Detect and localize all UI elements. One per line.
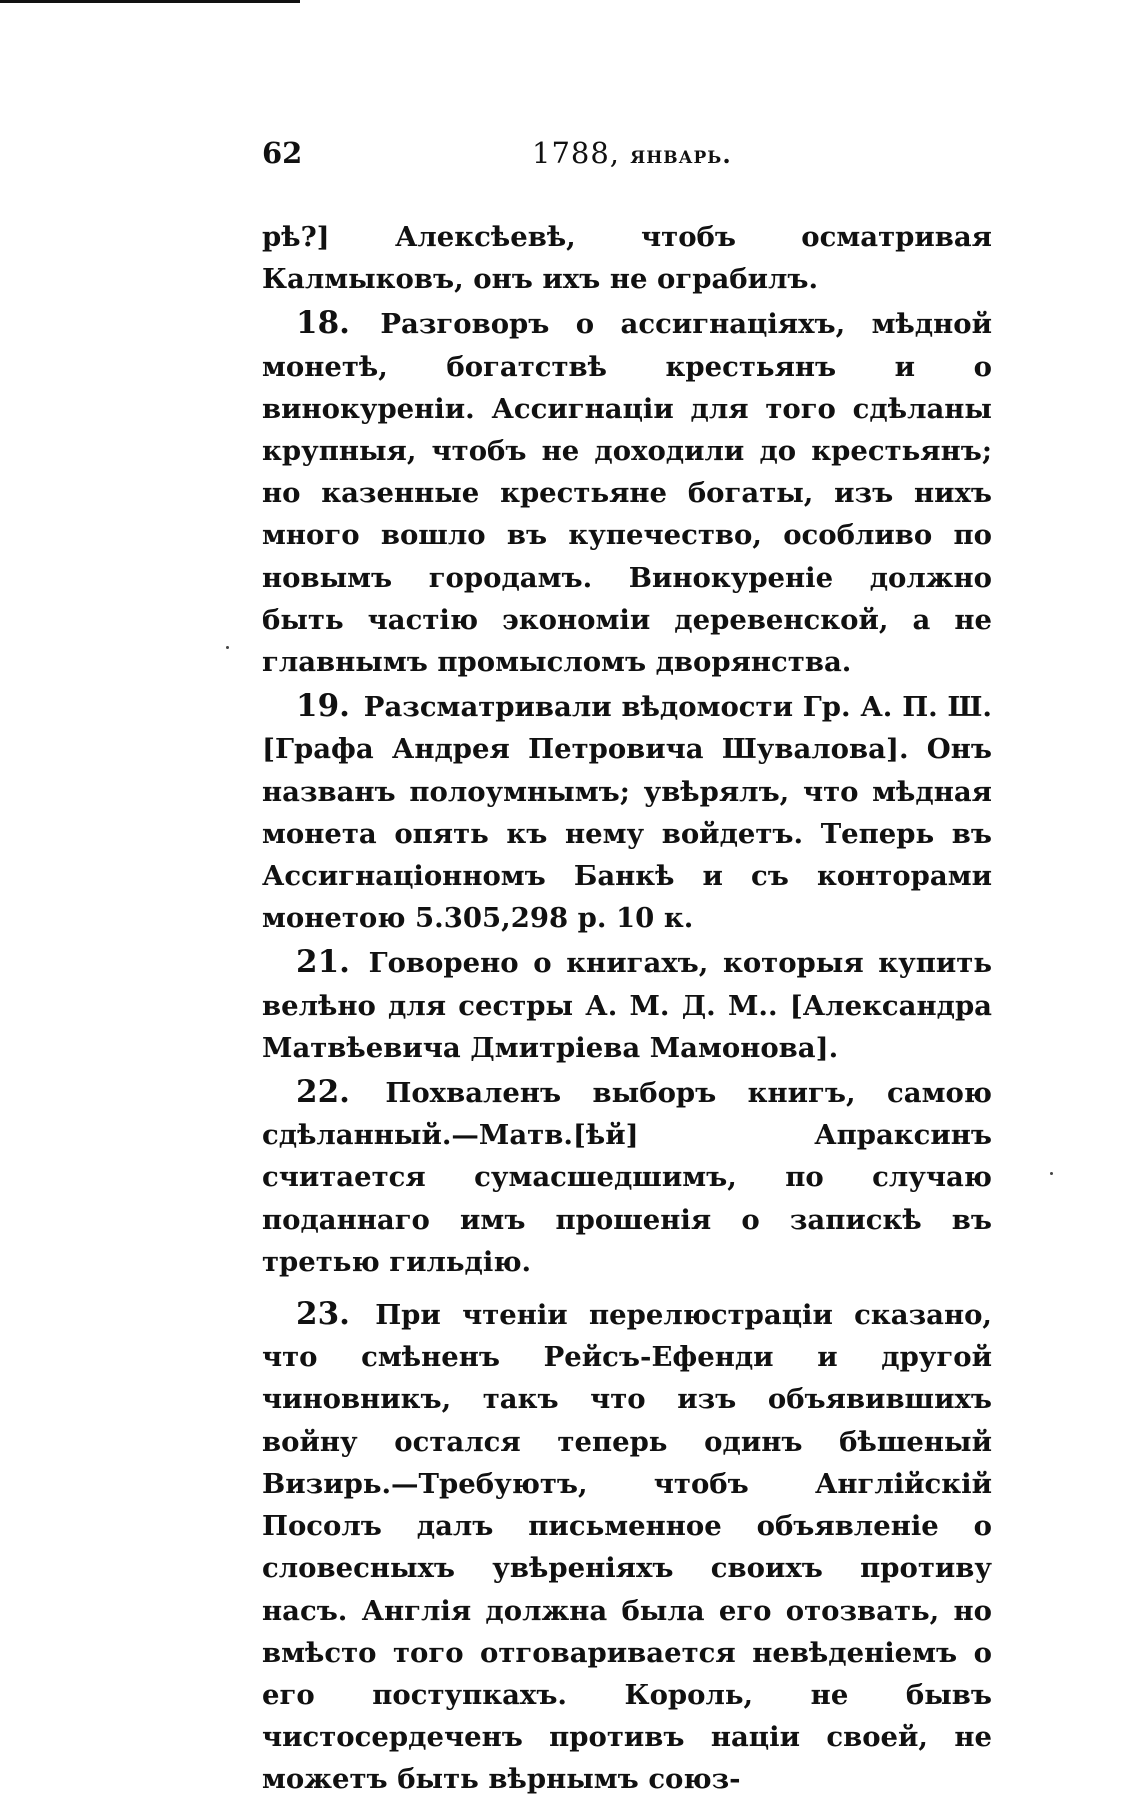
- page-number: 62: [262, 136, 303, 170]
- paragraph-continuation: [262, 216, 992, 300]
- scan-speck: [226, 646, 229, 649]
- entry-number: 21.: [296, 944, 350, 981]
- entry-number: 22.: [296, 1074, 350, 1111]
- page-body: [262, 216, 992, 1801]
- entry-18: [262, 302, 992, 683]
- paragraph-text: Разговоръ о ассигнаціяхъ, мѣдной монетѣ, богатствѣ крестьянъ и о винокуреніи. Ассигнаціи для того сдѣланы крупныя, чтобъ не доходили до крестьянъ; но казенные крестьяне богаты, изъ нихъ много вошло въ купечество, особливо по новымъ городамъ. Винокуреніе должно быть частію экономіи деревенской, а не главнымъ промысломъ дворянства.: [262, 308, 992, 679]
- paragraph-text: Разсматривали вѣдомости Гр. А. П. Ш. [Графа Андрея Петровича Шувалова]. Онъ названъ полоумнымъ; увѣрялъ, что мѣдная монета опять къ нему войдетъ. Теперь въ Ассигнаціонномъ Банкѣ и съ конторами монетою 5.305,298 р. 10 к.: [262, 691, 992, 935]
- running-head: [532, 136, 732, 170]
- entry-23: [262, 1293, 992, 1800]
- entry-19: [262, 685, 992, 939]
- entry-number: 23.: [296, 1296, 350, 1333]
- entry-number: 19.: [296, 688, 350, 725]
- entry-21: [262, 941, 992, 1069]
- running-head-month: январь.: [630, 140, 732, 169]
- entry-number: 18.: [296, 305, 350, 342]
- scan-speck: [1050, 1172, 1053, 1175]
- entry-22: [262, 1071, 992, 1283]
- page-header: [262, 136, 992, 190]
- paragraph-text: Похваленъ выборъ книгъ, самою сдѣланный.—Матв.[ѣй] Апраксинъ считается сумасшедшимъ, по случаю поданнаго имъ прошенія о запискѣ въ третью гильдію.: [262, 1077, 992, 1278]
- paragraph-text: При чтеніи перелюстраціи сказано, что смѣненъ Рейсъ-Ефенди и другой чиновникъ, такъ что изъ объявившихъ войну остался теперь одинъ бѣшеный Визирь.—Требуютъ, чтобъ Англійскій Посолъ далъ письменное объявленіе о словесныхъ увѣреніяхъ своихъ противу насъ. Англія должна была его отозвать, но вмѣсто того отговаривается невѣденіемъ о его поступкахъ. Король, не бывъ чистосердеченъ противъ націи своей, не можетъ быть вѣрнымъ союз-: [262, 1299, 992, 1796]
- book-page: [262, 136, 992, 1801]
- top-edge-rule: [0, 0, 300, 3]
- running-head-year: 1788,: [532, 136, 621, 170]
- paragraph-text: Говорено о книгахъ, которыя купить велѣно для сестры А. М. Д. М.. [Александра Матвѣевича Дмитріева Мамонова].: [262, 947, 993, 1064]
- paragraph-text: рѣ?] Алексѣевѣ, чтобъ осматривая Калмыковъ, онъ ихъ не ограбилъ.: [262, 221, 992, 296]
